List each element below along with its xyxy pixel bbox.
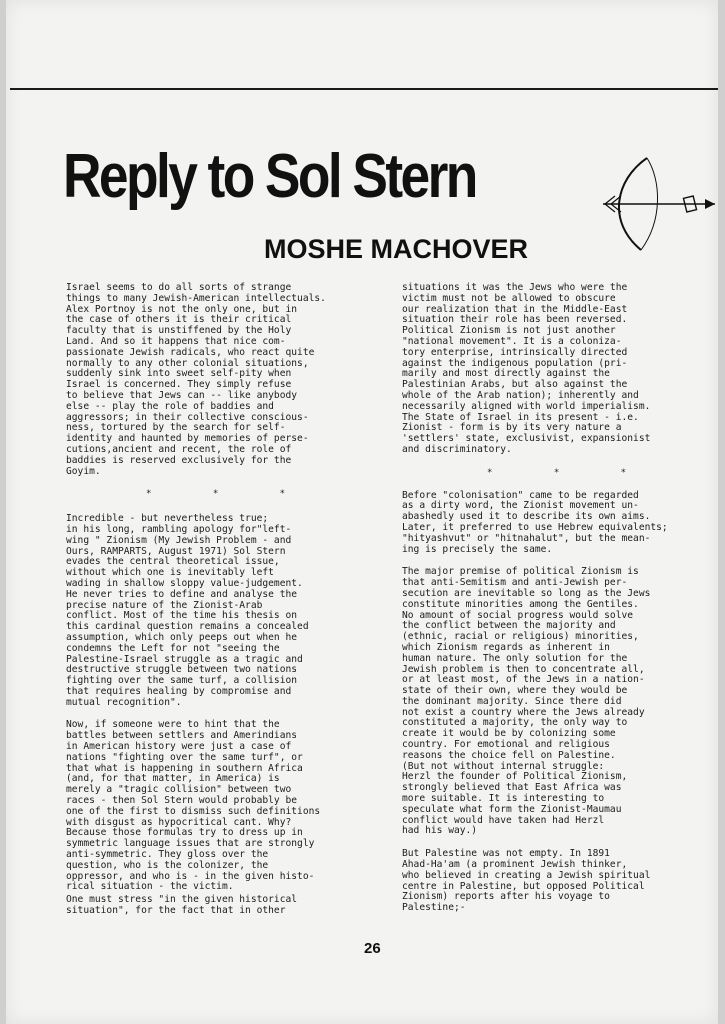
- bow-and-arrow-icon: [601, 150, 719, 260]
- right-paragraph-3: The major premise of political Zionism is that anti-Semitism and anti-Jewish per- secution are inevitable so long as the Jews constitute minorities among the Gentiles. No amount of social progress would solve the conflict between the majority and (ethnic, racial or religious) minorities, which Zionism regards as inherent in human nature. The only solution for the Jewish problem is then to concentrate all, or at least most, of the Jews in a nation- state of their own, where they would be the dominant majority. Since there did not exist a country where the Jews already constituted a majority, the only way to create it would be by colonizing some country. For emotional and religious reasons the choice fell on Palestine. (But not without internal struggle: Herzl the founder of Political Zionism, strongly believed that East Africa was more suitable. It is interesting to speculate what form the Zionist-Maumau conflict would have taken had Herzl had his way.): [402, 566, 651, 837]
- right-paragraph-1: situations it was the Jews who were the victim must not be allowed to obscure our realization that in the Middle-East situation their role has been reversed. Political Zionism is not just another "national movement". It is a coloniza- tory enterprise, intrinsically directed against the indigenous population (pri- marily and most directly against the Palestinian Arabs, but also against the whole of the Arab nation); inherently and necessarily aligned with world imperialism. The State of Israel in its present - i.e. Zionist - form is by its very nature a 'settlers' state, exclusivist, expansionist and discriminatory.: [402, 282, 651, 455]
- right-paragraph-4: But Palestine was not empty. In 1891 Ahad-Ha'am (a prominent Jewish thinker, who believed in creating a Jewish spiritual centre in Palestine, but opposed Political Zionism) reports after his voyage to Palestine;-: [402, 848, 651, 914]
- article-author: MOSHE MACHOVER: [264, 234, 529, 264]
- left-paragraph-4: One must stress "in the given historical situation", for the fact that in other: [66, 894, 298, 917]
- article-title: Reply to Sol Stern: [63, 142, 476, 211]
- right-paragraph-2: Before "colonisation" came to be regarded as a dirty word, the Zionist movement un- abashedly used it to describe its own aims. Later, it preferred to use Hebrew equivalents; "hityashvut" or "hitnahalut", but the mean- ing is precisely the same.: [402, 489, 668, 555]
- section-separator: * * *: [487, 467, 655, 478]
- left-column: [66, 283, 366, 929]
- page-number: 26: [364, 940, 381, 957]
- header-rule: [10, 88, 718, 90]
- section-separator: * * *: [146, 489, 314, 500]
- left-paragraph-1: Israel seems to do all sorts of strange things to many Jewish-American intellectuals. Alex Portnoy is not the only one, but in the case of others it is their critical faculty that is unstiffened by the Holy Land. And so it happens that nice com- passionate Jewish radicals, who react quite normally to any other colonial situations, suddenly sink into sweet self-pity when Israel is concerned. They simply refuse to believe that Jews can -- like anybody else -- play the role of baddies and aggressors; in their collective conscious- ness, tortured by the search for self- identity and haunted by memories of perse- cutions,ancient and recent, the role of baddies is reserved exclusively for the Goyim.: [66, 282, 326, 477]
- right-column: [402, 283, 702, 926]
- magazine-page: [6, 0, 718, 1024]
- left-paragraph-2: Incredible - but nevertheless true; in his long, rambling apology for"left- wing " Zionism (My Jewish Problem - and Ours, RAMPARTS, August 1971) Sol Stern evades the central theoretical issue, without which one is inevitably left wading in shallow sloppy value-judgement. He never tries to define and analyse the precise nature of the Zionist-Arab conflict. Most of the time his thesis on this cardinal question remains a concealed assumption, which only peeps out when he condemns the Left for not "seeing the Palestine-Israel struggle as a tragic and destructive struggle between two nations fighting over the same turf, a collision that requires healing by compromise and mutual recognition".: [66, 513, 309, 708]
- left-paragraph-3: Now, if someone were to hint that the battles between settlers and Amerindians in American history were just a case of nations "fighting over the same turf", or that what is happening in southern Africa (and, for that matter, in America) is merely a "tragic collision" between two races - then Sol Stern would probably be one of the first to dismiss such definitions with disgust as hypocritical cant. Why? Because those formulas try to dress up in symmetric language issues that are strongly anti-symmetric. They gloss over the question, who is the colonizer, the oppressor, and who is - in the given histo- rical situation - the victim.: [66, 719, 321, 893]
